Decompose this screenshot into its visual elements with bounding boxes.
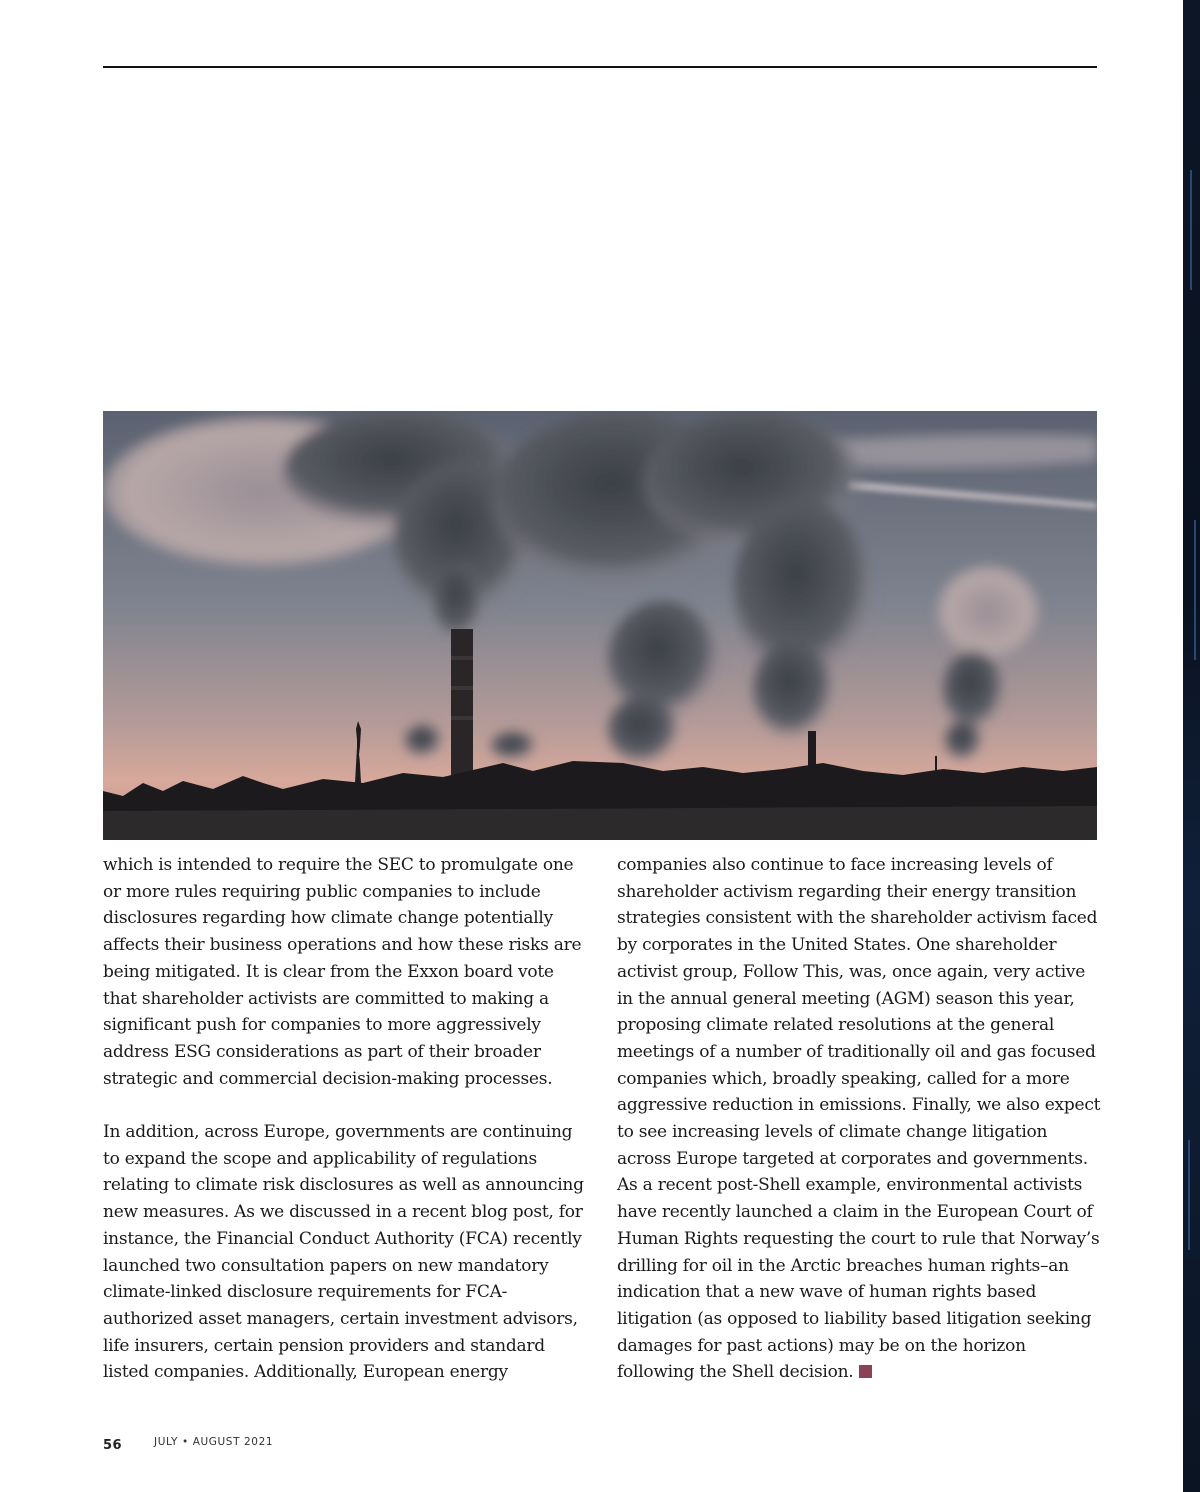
page-footer [103, 1434, 274, 1453]
body-paragraph: which is intended to require the SEC to promulgate one or more rules requiring public companies to include disclosures regarding how climate change potentially affects their business operations and how these risks are being mitigated. It is clear from the Exxon board vote that shareholder activists are committed to making a significant push for companies to more aggressively address ESG considerations as part of their broader strategic and commercial decision-making processes. [103, 855, 582, 1089]
left-column [103, 852, 588, 1386]
body-paragraph-text: companies also continue to face increasing levels of shareholder activism regarding their energy transition strategies consistent with the shareholder activism faced by corporates in the United States. One shareholder activist group, Follow This, was, once again, very active in the annual general meeting (AGM) season this year, proposing climate related resolutions at the general meetings of a number of traditionally oil and gas focused companies which, broadly speaking, called for a more aggressive reduction in emissions. Finally, we also expect to see increasing levels of climate change litigation across Europe targeted at corporates and governments. As a recent post-Shell example, environmental activists have recently launched a claim in the European Court of Human Rights requesting the court to rule that Norway’s drilling for oil in the Arctic breaches human rights–an indication that a new wave of human rights based litigation (as opposed to liability based litigation seeking damages for past actions) may be on the horizon following the Shell decision. [617, 855, 1101, 1383]
edge-streak [1188, 1140, 1190, 1250]
body-paragraph: In addition, across Europe, governments are continuing to expand the scope and applicability of regulations relating to climate risk disclosures as well as announcing new measures. As we discussed in a recent blog post, for instance, the Financial Conduct Authority (FCA) recently launched two consultation papers on new mandatory climate-linked disclosure requirements for FCA-authorized asset managers, certain investment advisors, life insurers, certain pension providers and standard listed companies. Additionally, European energy [103, 1122, 584, 1383]
edge-streak [1190, 170, 1192, 290]
right-column [617, 852, 1102, 1386]
issue-date: JULY • AUGUST 2021 [154, 1436, 274, 1448]
page-number: 56 [103, 1438, 123, 1453]
edge-streak [1194, 520, 1196, 660]
end-of-article-icon [859, 1365, 872, 1378]
body-paragraph [617, 852, 1102, 1386]
article-photo [103, 411, 1097, 840]
page-edge-decoration [1183, 0, 1200, 1492]
top-rule [103, 66, 1097, 68]
